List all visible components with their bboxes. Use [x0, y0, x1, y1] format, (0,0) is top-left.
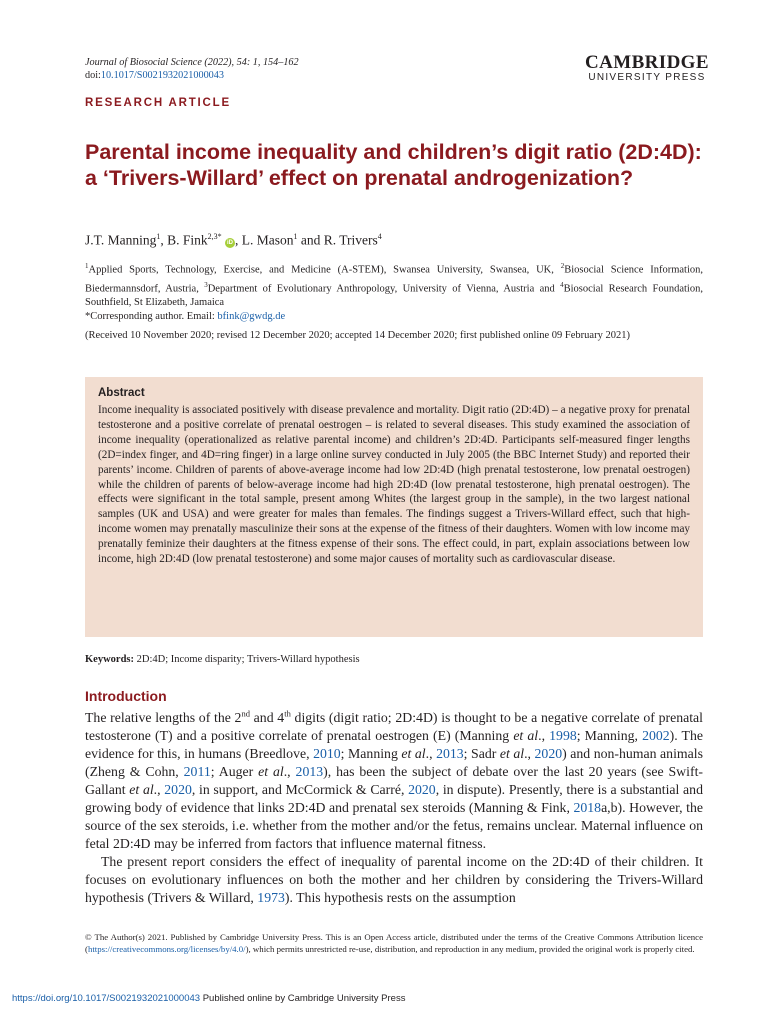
text: ; Manning [340, 746, 402, 761]
text: ., [283, 764, 296, 779]
et-al: et al [401, 746, 426, 761]
et-al: et al [129, 782, 154, 797]
affiliation-4: Biosocial Research Foundation, Southfield, St Elizabeth, Jamaica [85, 283, 703, 308]
affiliation-2: Biosocial Science Information, Biedermannsdorf, Austria, [85, 264, 703, 294]
logo-line2: UNIVERSITY PRESS [588, 72, 706, 83]
author-mason[interactable]: , L. Mason [235, 232, 294, 248]
affiliations [85, 259, 703, 324]
citation-link[interactable]: 2002 [642, 728, 670, 743]
citation-link[interactable]: 2020 [408, 782, 436, 797]
keywords [85, 654, 360, 665]
article-type: RESEARCH ARTICLE [85, 97, 231, 109]
citation-link[interactable]: 2013 [436, 746, 464, 761]
text: ; Manning, [576, 728, 643, 743]
affil-sup: 3 [204, 280, 208, 289]
text: and 4 [249, 710, 285, 725]
abstract-box [85, 377, 703, 637]
affil-sup: 1 [85, 262, 89, 270]
intro-paragraph-2 [85, 853, 703, 907]
citation-link[interactable]: 2018 [573, 800, 602, 815]
corresponding-email-link[interactable]: bfink@gwdg.de [217, 311, 286, 322]
affil-sup: 2 [560, 262, 565, 270]
et-al: et al [499, 746, 525, 761]
doi-link[interactable]: 10.1017/S0021932021000043 [100, 70, 224, 81]
et-al: et al [513, 728, 539, 743]
footer-doi-link[interactable]: https://doi.org/10.1017/S0021932021000043 [12, 993, 201, 1004]
citation-link[interactable]: 2013 [295, 764, 324, 779]
author-sup: 1 [156, 232, 161, 241]
keywords-text: 2D:4D; Income disparity; Trivers-Willard hypothesis [134, 654, 360, 665]
sup: nd [241, 708, 250, 719]
doi-prefix: doi: [85, 70, 101, 81]
author-sup: 1 [293, 232, 298, 241]
text: , in support, and McCormick & Carré, [191, 782, 409, 797]
author-fink[interactable]: , B. Fink [160, 232, 208, 248]
introduction-body [85, 709, 703, 907]
article-title: Parental income inequality and children’s digit ratio (2D:4D): a ‘Trivers-Willard’ effect on prenatal androgenization? [85, 140, 702, 190]
journal-citation [85, 56, 299, 82]
text: ; Auger [210, 764, 259, 779]
text: ., [153, 782, 165, 797]
author-sup: 2,3* [207, 232, 222, 241]
author-list [85, 232, 382, 249]
affil-sup: 4 [560, 280, 564, 289]
text: ; Sadr [463, 746, 500, 761]
corresponding-label: *Corresponding author. Email: [85, 311, 218, 322]
license-link[interactable]: https://creativecommons.org/licenses/by/4.0/ [87, 943, 246, 954]
text: ) and non-human animals (Zheng & Cohn, [85, 746, 703, 779]
license-text: © The Author(s) 2021. Published by Cambridge University Press. This is an Open Access article, distributed under the terms of the Creative Commons Attribution licence ( [85, 932, 703, 954]
citation-link[interactable]: 2011 [183, 764, 211, 779]
text: ., [538, 728, 550, 743]
text: ., [524, 746, 535, 761]
journal-name: Journal of Biosocial Science (2022), 54: 1, 154–162 [85, 57, 299, 68]
logo-line1: CAMBRIDGE [585, 52, 709, 73]
keywords-label: Keywords: [85, 654, 134, 665]
license-notice [85, 932, 703, 955]
citation-link[interactable]: 1998 [549, 728, 577, 743]
text: digits (digit ratio; 2D:4D) is thought to be a negative correlate of prenatal testosterone (T) and a positive correlate of prenatal oestrogen (E) (Manning [85, 710, 704, 743]
cambridge-logo [585, 54, 709, 84]
text: a,b). However, the source of the sex steroids, i.e. whether from the mother and/or the fetus, remains unclear. Maternal influence on fetal 2D:4D may be inferred from factors that influence maternal fitness. [85, 800, 703, 851]
text: , in dispute). Presently, there is a substantial and growing body of evidence that links 2D:4D and prenatal sex steroids (Manning & Fink, [85, 782, 703, 815]
abstract-heading: Abstract [98, 387, 145, 399]
citation-link[interactable]: 1973 [257, 890, 285, 905]
text: ), has been the subject of debate over the last 20 years (see Swift-Gallant [85, 764, 704, 797]
introduction-heading: Introduction [85, 688, 167, 704]
text: ). This hypothesis rests on the assumption [284, 890, 516, 905]
sup: th [284, 708, 291, 719]
affiliation-1: Applied Sports, Technology, Exercise, and Medicine (A-STEM), Swansea University, Swansea, UK, [88, 264, 561, 276]
text: The relative lengths of the 2 [85, 710, 242, 725]
license-text: ), which permits unrestricted re-use, distribution, and reproduction in any medium, provided the original work is properly cited. [245, 943, 695, 954]
journal-doi-line [85, 69, 299, 82]
affiliation-3: Department of Evolutionary Anthropology, University of Vienna, Austria and [207, 283, 561, 294]
citation-link[interactable]: 2020 [164, 782, 192, 797]
text: ., [425, 746, 437, 761]
text: The present report considers the effect of inequality of parental income on the 2D:4D of their children. It focuses on evolutionary influences on both the mother and her children by considering the Trivers-Willard hypothesis (Trivers & Willard, [85, 854, 703, 905]
text: ). The evidence for this, in humans (Breedlove, [85, 728, 704, 761]
orcid-icon[interactable]: iD [227, 239, 234, 246]
footer-text: Published online by Cambridge University Press [200, 993, 406, 1004]
citation-link[interactable]: 2020 [534, 746, 563, 761]
author-trivers[interactable]: and R. Trivers [297, 232, 378, 248]
received-dates: (Received 10 November 2020; revised 12 December 2020; accepted 14 December 2020; first published online 09 February 2021) [85, 330, 630, 341]
intro-paragraph-1 [85, 709, 703, 853]
author-manning[interactable]: J.T. Manning [85, 232, 157, 248]
citation-link[interactable]: 2010 [313, 746, 341, 761]
author-sup: 4 [377, 232, 382, 241]
et-al: et al [258, 764, 284, 779]
abstract-text: Income inequality is associated positively with disease prevalence and mortality. Digit ratio (2D:4D) – a negative proxy for prenatal testosterone and a positive correlate of prenatal oestrogen – is related to several diseases. This study examined the association of income inequality (operationalized as relative parental income) and children’s 2D:4D. Participants self-measured finger lengths (2D=index finger, and 4D=ring finger) in a large online survey conducted in July 2005 (the BBC Internet Study) and reported their parents’ income. Children of parents of above-average income had low 2D:4D (high prenatal testosterone, low prenatal oestrogen) while the children of parents of below-average income had high 2D:4D (low prenatal testosterone, high prenatal oestrogen). The effects were significant in the total sample, present among Whites (the largest group in the sample), in the two largest national samples (UK and USA) and were greater for males than females. The findings suggest a Trivers-Willard effect, such that high-income women may prenatally masculinize their sons at the expense of the fitness of their daughters. Women with low income may prenatally feminize their daughters at the fitness expense of their sons. The effect could, in part, explain associations between low income, high 2D:4D (low prenatal testosterone) and some major causes of mortality such as cardiovascular disease. [98, 404, 690, 566]
page-footer [12, 993, 405, 1004]
